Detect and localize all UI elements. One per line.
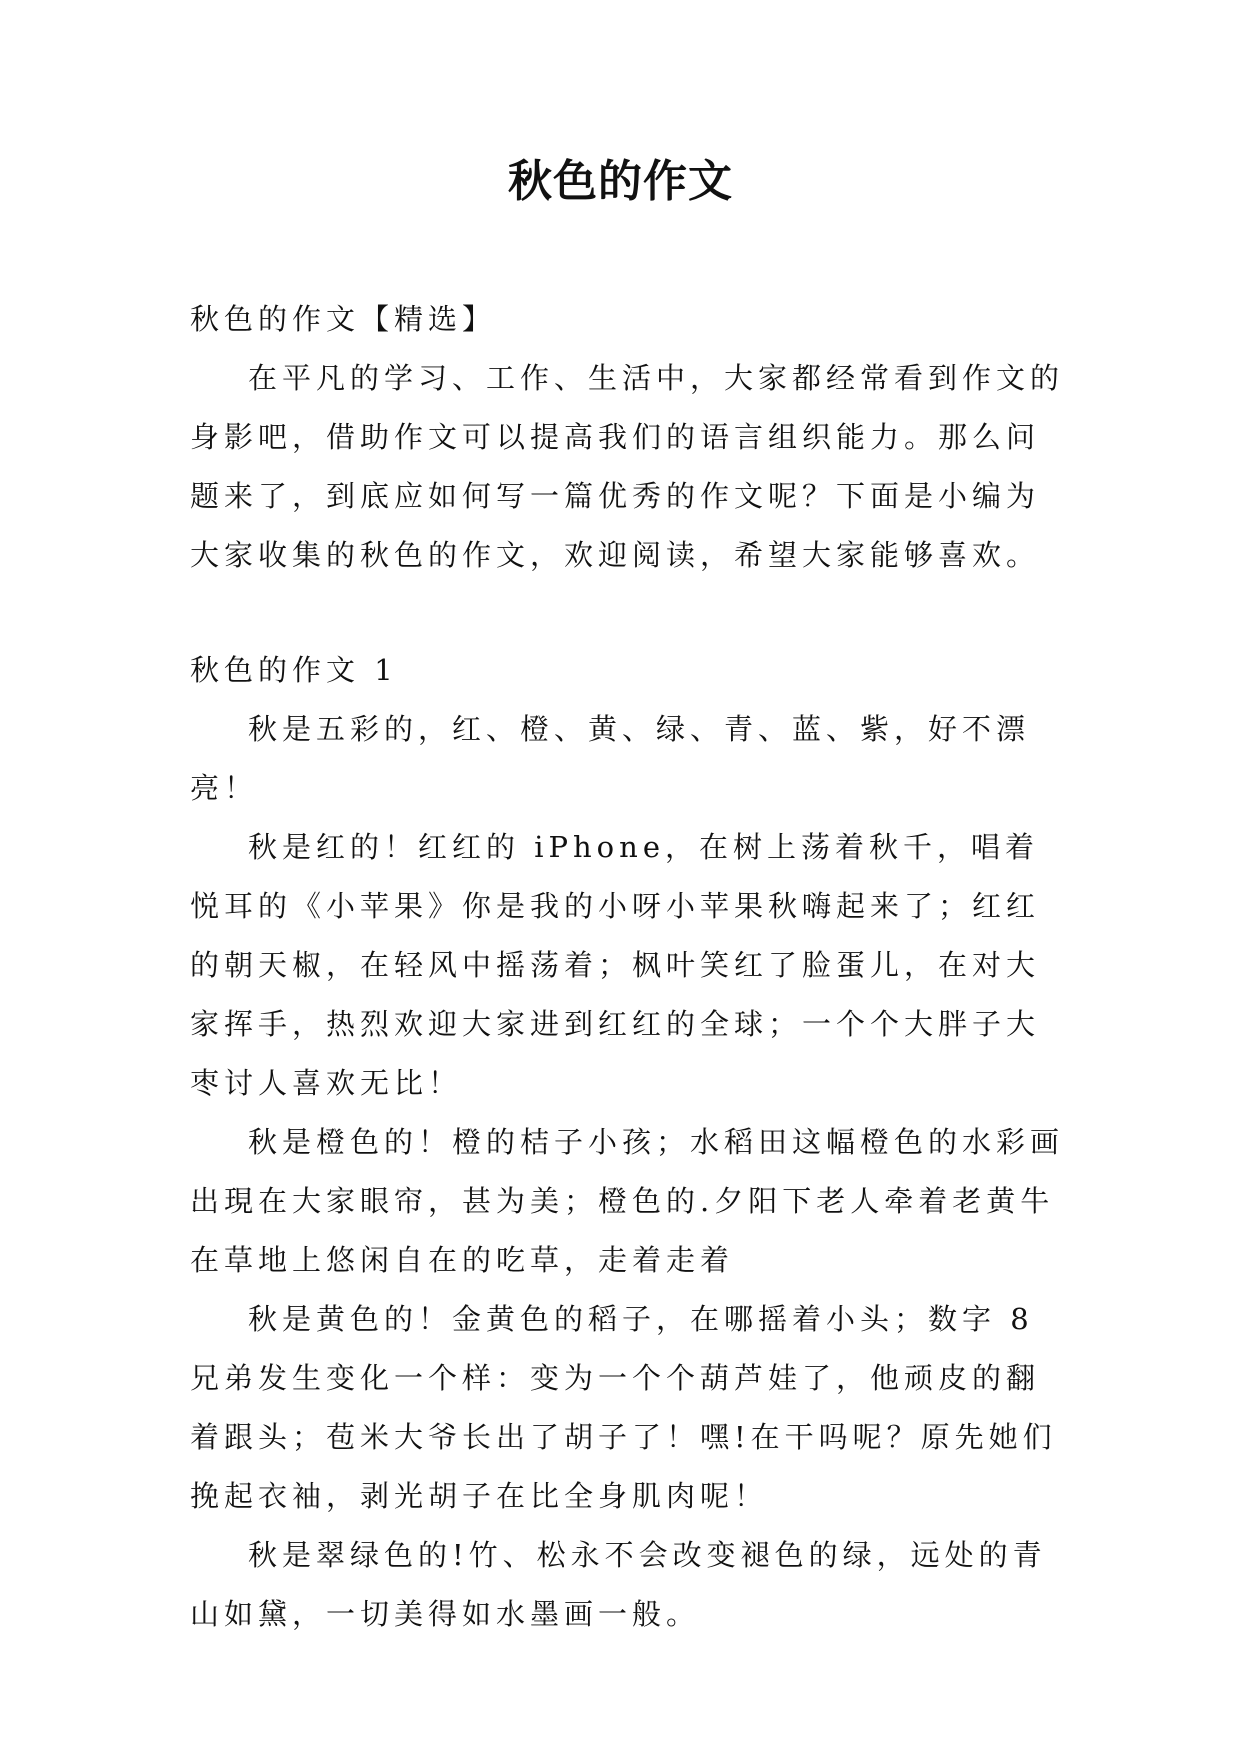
intro-heading: 秋色的作文【精选】 [190,302,497,336]
document-title: 秋色的作文 [508,156,733,207]
intro-paragraph: 在平凡的学习、工作、生活中，大家都经常看到作文的身影吧，借助作文可以提高我们的语言组织能力。那么问题来了，到底应如何写一篇优秀的作文呢？下面是小编为大家收集的秋色的作文，欢迎阅读，希望大家能够喜欢。 [190,361,1065,572]
document-body [190,290,1070,1644]
body-paragraph: 秋是黄色的！金黄色的稻子，在哪摇着小头；数字 8 兄弟发生变化一个样：变为一个个葫芦娃了，他顽皮的翻着跟头；苞米大爷长出了胡子了！嘿!在干吗呢？原先她们挽起衣袖，剥光胡子在比全身肌肉呢！ [190,1302,1057,1513]
section-heading: 秋色的作文 1 [190,653,398,687]
section-spacer [190,585,1070,641]
body-paragraph: 秋是翠绿色的!竹、松永不会改变褪色的绿，远处的青山如黛，一切美得如水墨画一般。 [190,1538,1047,1631]
body-paragraph: 秋是五彩的，红、橙、黄、绿、青、蓝、紫，好不漂亮！ [190,712,1031,805]
body-paragraph: 秋是红的！红红的 iPhone，在树上荡着秋千，唱着悦耳的《小苹果》你是我的小呀小苹果秋嗨起来了；红红的朝天椒，在轻风中摇荡着；枫叶笑红了脸蛋儿，在对大家挥手，热烈欢迎大家进到红红的全球；一个个大胖子大枣讨人喜欢无比！ [190,830,1041,1100]
body-paragraph: 秋是橙色的！橙的桔子小孩；水稻田这幅橙色的水彩画出現在大家眼帘，甚为美；橙色的.夕阳下老人牵着老黄牛在草地上悠闲自在的吃草，走着走着 [190,1125,1065,1277]
